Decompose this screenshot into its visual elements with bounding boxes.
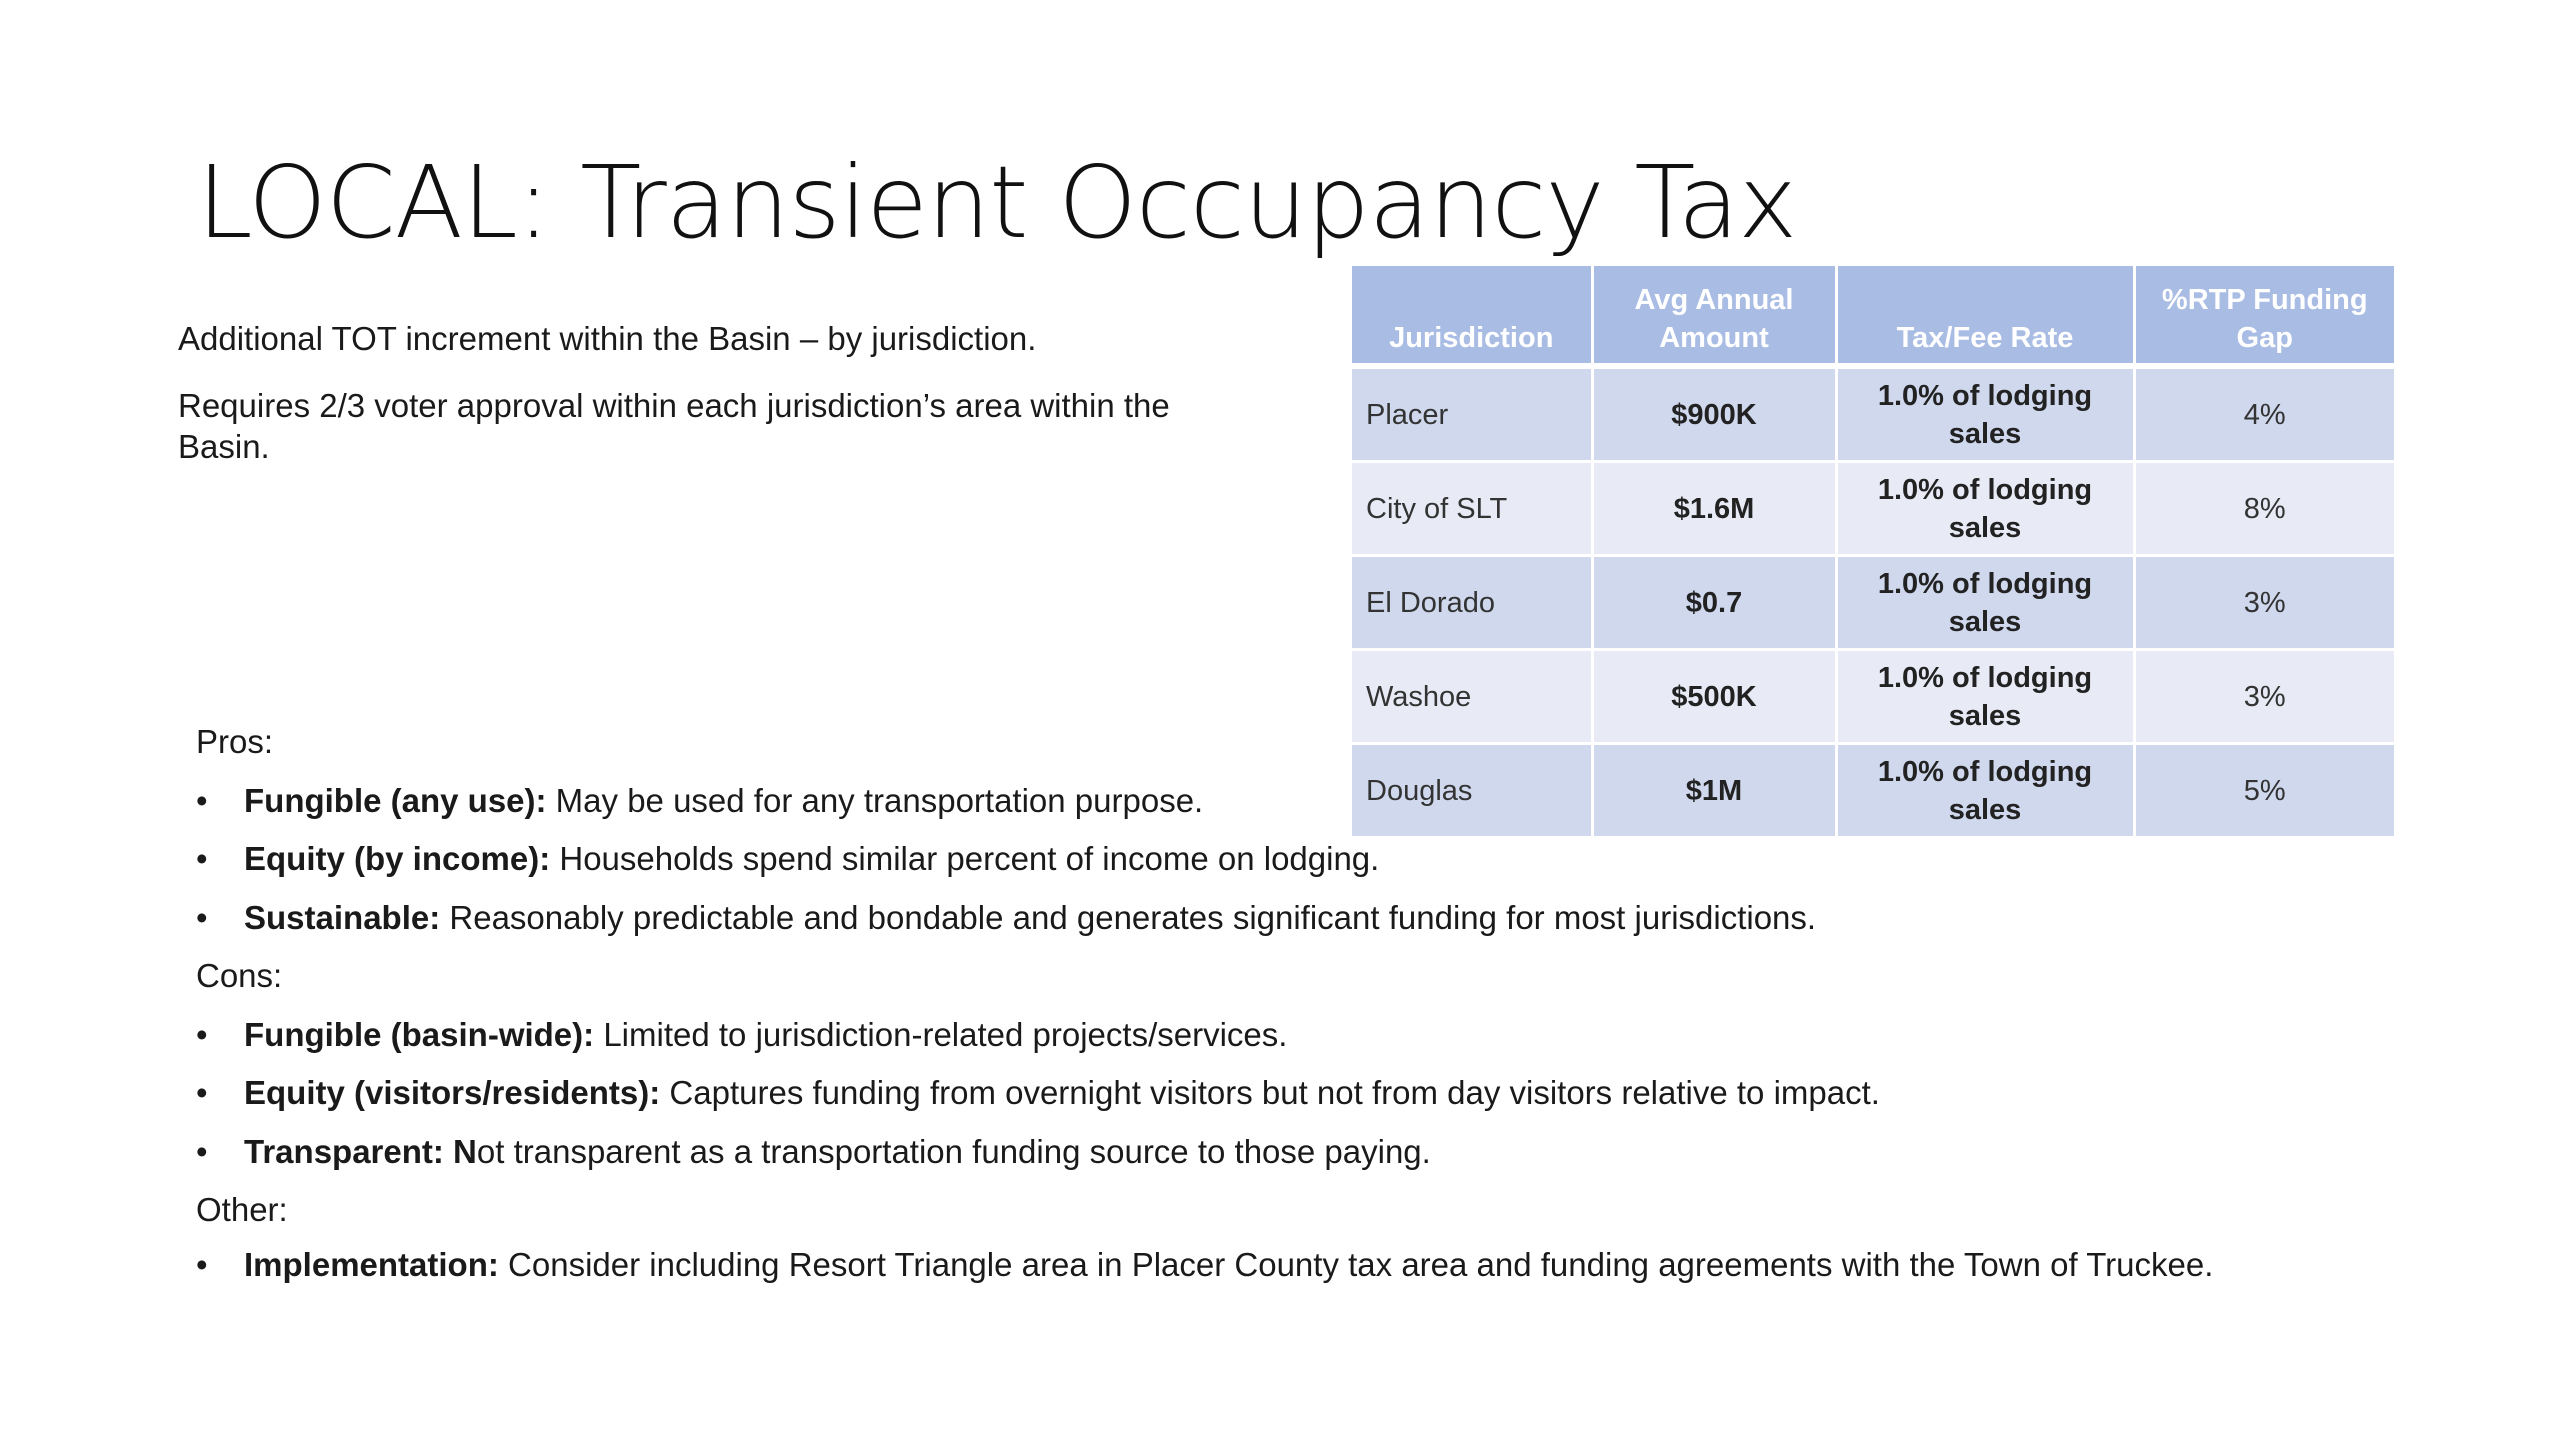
pros-cons-body	[196, 722, 2396, 1281]
table-row	[1352, 556, 2394, 650]
cell-gap: 3%	[2134, 556, 2394, 650]
cell-amount: $900K	[1592, 366, 1836, 462]
cell-rate: 1.0% of lodging sales	[1836, 556, 2134, 650]
list-item	[196, 898, 2396, 957]
slide-title: LOCAL: Transient Occupancy Tax	[197, 144, 1797, 261]
cell-jurisdiction: City of SLT	[1352, 462, 1592, 556]
bullet-icon: •	[196, 840, 208, 877]
cell-amount: $1.6M	[1592, 462, 1836, 556]
header-tax-fee-rate: Tax/Fee Rate	[1836, 266, 2134, 366]
cell-jurisdiction: Washoe	[1352, 650, 1592, 744]
cell-gap: 8%	[2134, 462, 2394, 556]
bullet-term: Fungible (basin-wide):	[244, 1015, 595, 1053]
list-item	[196, 839, 2396, 898]
list-item	[196, 1073, 2396, 1132]
other-list	[196, 1245, 2396, 1283]
intro-line-2: Requires 2/3 voter approval within each jurisdiction’s area within the Basin.	[178, 387, 1170, 465]
header-avg-annual-amount: Avg Annual Amount	[1592, 266, 1836, 366]
table-row	[1352, 366, 2394, 462]
bullet-term: Equity (visitors/residents):	[244, 1074, 661, 1111]
bullet-text: ot transparent as a transportation funding source to those paying.	[476, 1132, 1431, 1170]
bullet-icon: •	[196, 1245, 208, 1283]
bullet-term: Sustainable:	[244, 898, 441, 936]
bullet-icon: •	[196, 1015, 208, 1053]
table-header-row	[1352, 266, 2394, 366]
intro-text	[178, 318, 1228, 493]
list-item	[196, 1132, 2396, 1191]
cell-rate: 1.0% of lodging sales	[1836, 650, 2134, 744]
intro-line-1: Additional TOT increment within the Basin – by jurisdiction.	[178, 320, 1037, 357]
bullet-term: Transparent: N	[244, 1132, 477, 1170]
cell-rate: 1.0% of lodging sales	[1836, 366, 2134, 462]
list-item	[196, 1015, 2396, 1074]
cell-amount: $0.7	[1592, 556, 1836, 650]
header-rtp-funding-gap: %RTP Funding Gap	[2134, 266, 2394, 366]
bullet-icon: •	[196, 781, 208, 819]
header-jurisdiction: Jurisdiction	[1352, 266, 1592, 366]
bullet-text: Limited to jurisdiction-related projects/services.	[594, 1015, 1288, 1053]
bullet-text: Reasonably predictable and bondable and generates significant funding for most jurisdictions.	[440, 898, 1817, 936]
bullet-icon: •	[196, 1132, 208, 1170]
pros-label: Pros:	[196, 723, 274, 760]
cell-jurisdiction: El Dorado	[1352, 556, 1592, 650]
cell-amount: $500K	[1592, 650, 1836, 744]
cell-jurisdiction: Douglas	[1352, 744, 1592, 838]
bullet-term: Implementation:	[244, 1245, 499, 1283]
cell-gap: 4%	[2134, 366, 2394, 462]
list-item	[196, 1245, 2254, 1283]
bullet-text: Captures funding from overnight visitors but not from day visitors relative to impact.	[660, 1074, 1880, 1111]
bullet-icon: •	[196, 898, 208, 936]
cell-gap: 3%	[2134, 650, 2394, 744]
cell-amount: $1M	[1592, 744, 1836, 838]
cell-gap: 5%	[2134, 744, 2394, 838]
pros-list	[196, 781, 2396, 957]
bullet-icon: •	[196, 1074, 208, 1111]
bullet-text: Consider including Resort Triangle area in Placer County tax area and funding agreements with the Town of Truckee.	[498, 1245, 2214, 1283]
table-row	[1352, 462, 2394, 556]
bullet-term: Equity (by income):	[244, 840, 551, 877]
other-label: Other:	[196, 1191, 288, 1228]
cons-label: Cons:	[196, 957, 283, 994]
bullet-term: Fungible (any use):	[244, 781, 547, 819]
bullet-text: May be used for any transportation purpose.	[546, 781, 1204, 819]
cell-rate: 1.0% of lodging sales	[1836, 744, 2134, 838]
cell-jurisdiction: Placer	[1352, 366, 1592, 462]
cell-rate: 1.0% of lodging sales	[1836, 462, 2134, 556]
list-item	[196, 781, 2396, 840]
cons-list	[196, 1015, 2396, 1191]
bullet-text: Households spend similar percent of income on lodging.	[550, 840, 1380, 877]
